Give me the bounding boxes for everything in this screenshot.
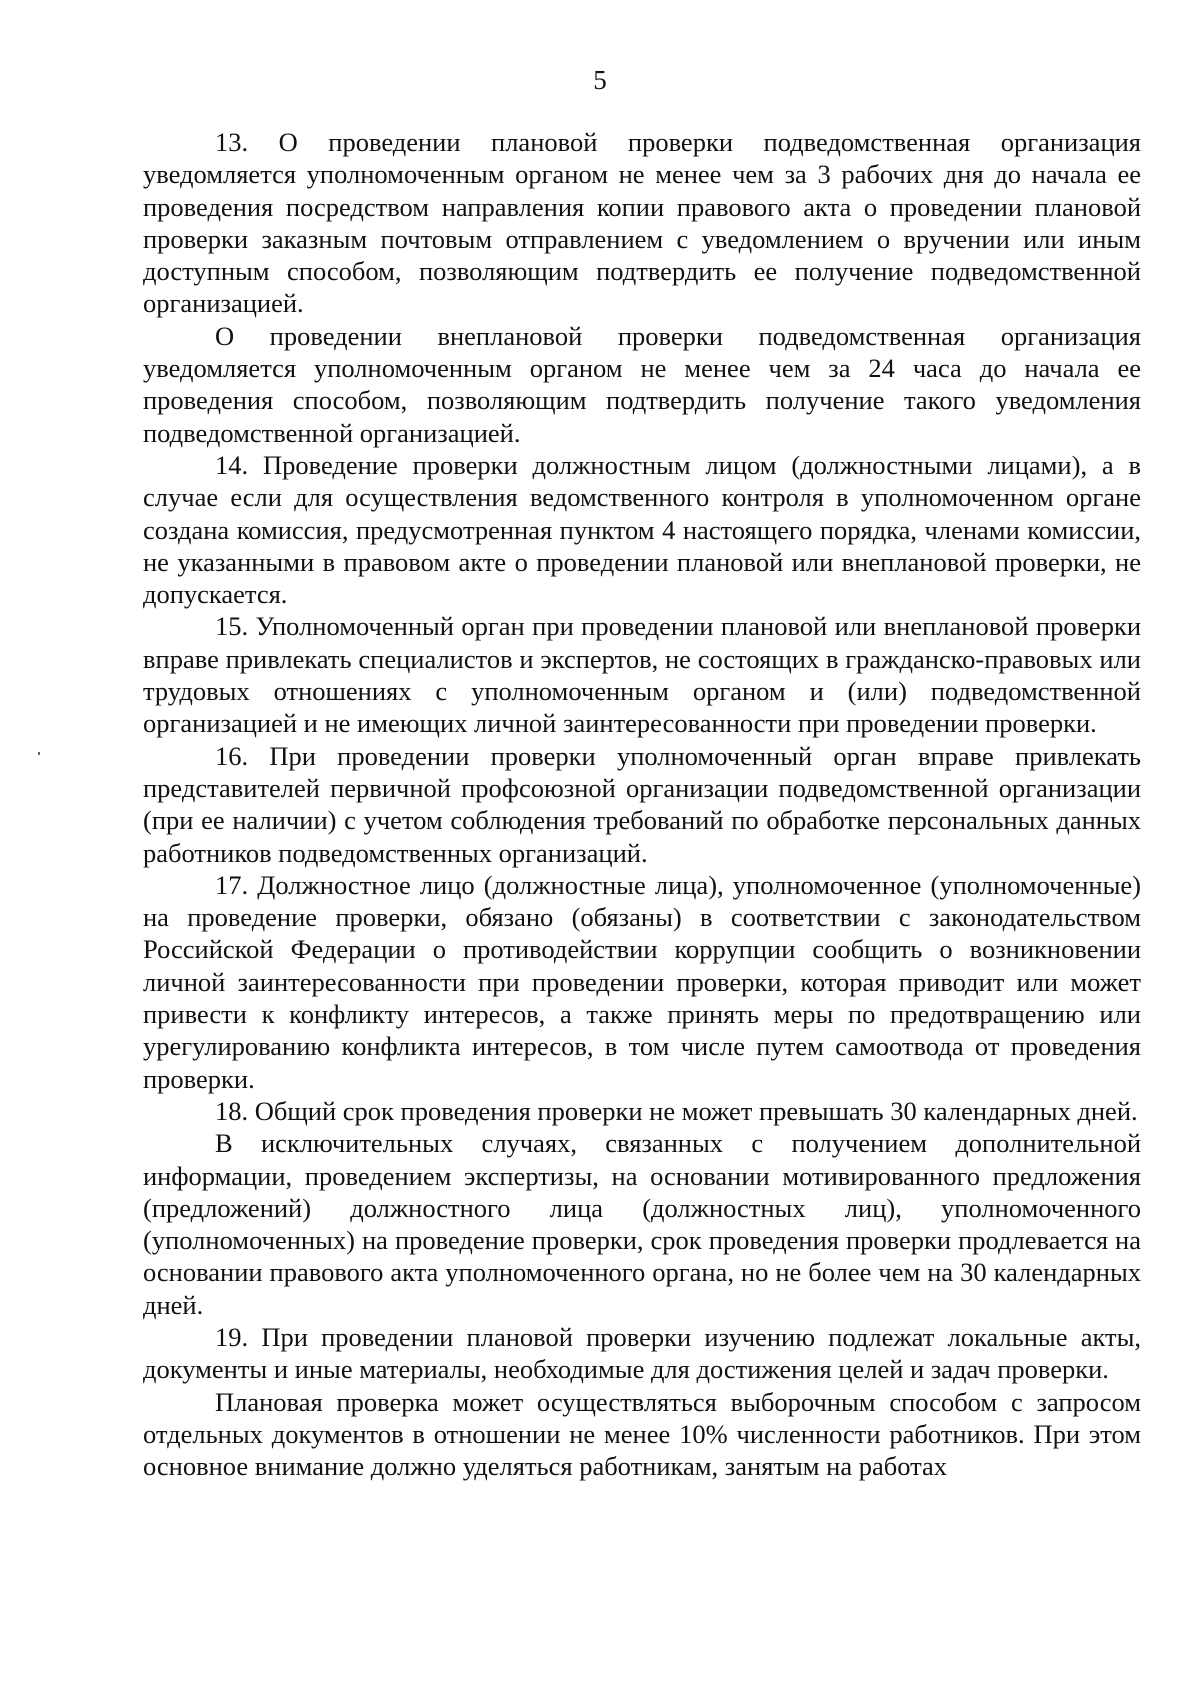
paragraph-14: 14. Проведение проверки должностным лицом (должностными лицами), а в случае если для осуществления ведомственного контроля в уполномоченном органе создана комиссия, предусмотренная пунктом 4 настоящего порядка, членами комиссии, не указанными в правовом акте о проведении плановой или внеплановой проверки, не допускается. — [143, 449, 1141, 610]
paragraph-18-extension: В исключительных случаях, связанных с получением дополнительной информации, проведением экспертизы, на основании мотивированного предложения (предложений) должностного лица (должностных лиц), уполномоченного (уполномоченных) на проведение проверки, срок проведения проверки продлевается на основании правового акта уполномоченного органа, но не более чем на 30 календарных дней. — [143, 1128, 1141, 1320]
paragraph-18: 18. Общий срок проведения проверки не может превышать 30 календарных дней. — [215, 1095, 1138, 1126]
paragraph-15: 15. Уполномоченный орган при проведении плановой или внеплановой проверки вправе привлекать специалистов и экспертов, не состоящих в гражданско-правовых или трудовых отношениях с уполномоченным органом и (или) подведомственной организацией и не имеющих личной заинтересованности при проведении проверки. — [143, 611, 1141, 739]
paragraph-19: 19. При проведении плановой проверки изучению подлежат локальные акты, документы и иные материалы, необходимые для достижения целей и задач проверки. — [143, 1321, 1141, 1385]
page-number: 5 — [593, 65, 607, 95]
paragraph-13-unscheduled: О проведении внеплановой проверки подведомственная организация уведомляется уполномоченным органом не менее чем за 24 часа до начала ее проведения способом, позволяющим подтвердить получение такого уведомления подведомственной организацией. — [143, 320, 1141, 448]
paragraph-16: 16. При проведении проверки уполномоченный орган вправе привлекать представителей первичной профсоюзной организации подведомственной организации (при ее наличии) с учетом соблюдения требований по обработке персональных данных работников подведомственных организаций. — [143, 740, 1141, 868]
scan-speck — [38, 752, 40, 755]
paragraph-17: 17. Должностное лицо (должностные лица), уполномоченное (уполномоченные) на проведение проверки, обязано (обязаны) в соответствии с законодательством Российской Федерации о противодействии коррупции сообщить о возникновении личной заинтересованности при проведении проверки, которая приводит или может привести к конфликту интересов, а также принять меры по предотвращению или урегулированию конфликта интересов, в том числе путем самоотвода от проведения проверки. — [143, 869, 1141, 1094]
paragraph-19-sampling: Плановая проверка может осуществляться выборочным способом с запросом отдельных документов в отношении не менее 10% численности работников. При этом основное внимание должно уделяться работникам, занятым на работах — [143, 1386, 1141, 1482]
document-body — [143, 126, 1141, 1482]
paragraph-13: 13. О проведении плановой проверки подведомственная организация уведомляется уполномоченным органом не менее чем за 3 рабочих дня до начала ее проведения посредством направления копии правового акта о проведении плановой проверки заказным почтовым отправлением с уведомлением о вручении или иным доступным способом, позволяющим подтвердить ее получение подведомственной организацией. — [143, 127, 1141, 319]
